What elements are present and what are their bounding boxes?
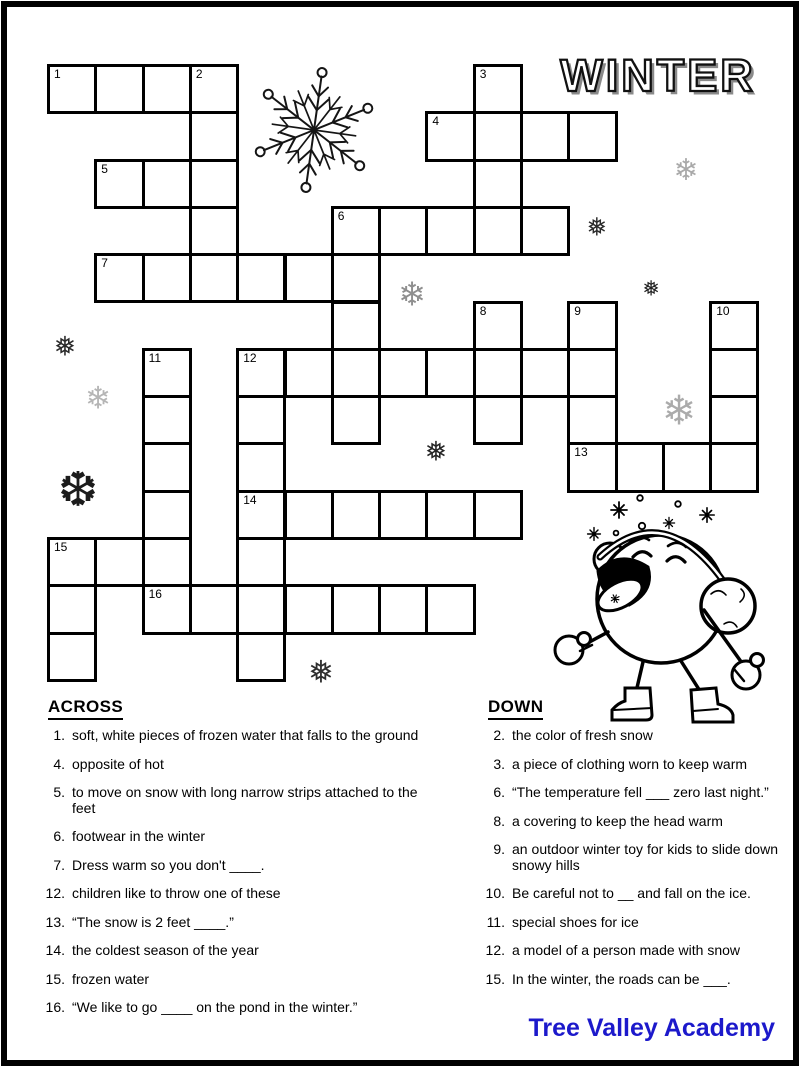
down-clue	[481, 728, 778, 744]
clue-text: special shoes for ice	[512, 913, 639, 930]
grid-cell	[567, 301, 617, 351]
clue-text: “The snow is 2 feet ____.”	[72, 913, 234, 930]
grid-cell	[189, 64, 239, 114]
clue-text: footwear in the winter	[72, 828, 206, 844]
grid-cell	[425, 584, 475, 634]
across-clue	[41, 943, 453, 959]
clue-number: 13.	[45, 913, 65, 930]
grid-cell-number: 3	[479, 67, 487, 81]
grid-cell	[615, 442, 665, 492]
clue-text: to move on snow with long narrow strips attached to the feet	[72, 784, 418, 816]
grid-cell	[567, 111, 617, 161]
clue-text: “The temperature fell ___ zero last night.”	[512, 784, 769, 800]
grid-cell	[142, 253, 192, 303]
grid-cell	[662, 442, 712, 492]
grid-cell-number: 6	[337, 208, 345, 223]
grid-cell	[284, 490, 334, 540]
grid-cell-number: 4	[432, 114, 440, 129]
across-clue	[41, 785, 453, 816]
down-header: DOWN	[488, 697, 543, 720]
grid-cell	[709, 395, 759, 445]
down-clue	[481, 757, 778, 773]
down-clue	[481, 886, 778, 902]
grid-cell	[331, 301, 381, 351]
clue-text: Be careful not to __ and fall on the ice.	[512, 885, 751, 901]
grid-cell	[236, 395, 286, 445]
grid-cell	[378, 584, 428, 634]
clue-text: soft, white pieces of frozen water that falls to the ground	[72, 727, 419, 743]
grid-cell	[473, 64, 523, 114]
snowflake-icon: ❅	[424, 436, 448, 468]
snowflake-icon: ❄	[398, 274, 426, 314]
down-clue	[481, 785, 778, 801]
down-clue-list	[481, 728, 778, 987]
grid-cell	[425, 111, 475, 161]
clue-text: Dress warm so you don't ____.	[72, 856, 265, 873]
grid-cell	[47, 632, 97, 682]
across-clue	[41, 757, 453, 773]
grid-cell	[94, 537, 144, 587]
grid-cell	[236, 584, 286, 634]
down-clue	[481, 972, 778, 988]
grid-cell-number: 8	[479, 303, 487, 318]
snowflake-icon: ❅	[308, 654, 334, 691]
grid-cell	[378, 490, 428, 540]
down-clue	[481, 842, 778, 873]
grid-cell-number: 1	[54, 67, 61, 81]
grid-cell	[142, 159, 192, 209]
down-clues-section	[481, 697, 778, 1000]
grid-cell	[331, 395, 381, 445]
clue-number: 11.	[486, 913, 505, 930]
clue-number: 12.	[485, 942, 505, 958]
grid-cell-number: 5	[101, 161, 108, 176]
grid-cell	[520, 111, 570, 161]
clue-number: 14.	[45, 942, 65, 958]
grid-cell	[473, 206, 523, 256]
clue-number: 4.	[53, 755, 65, 772]
grid-cell-number: 7	[101, 256, 108, 271]
clue-text: “We like to go ____ on the pond in the winter.”	[72, 999, 358, 1015]
large-snowflake-graphic	[250, 64, 378, 196]
grid-cell	[331, 490, 381, 540]
grid-cell	[378, 348, 428, 398]
clue-number: 2.	[493, 727, 505, 743]
grid-cell	[142, 537, 192, 587]
snowflake-icon: ❆	[57, 462, 99, 518]
across-clue	[41, 886, 453, 902]
grid-cell	[142, 442, 192, 492]
across-header: ACROSS	[48, 697, 123, 720]
grid-cell	[567, 395, 617, 445]
grid-cell	[94, 159, 144, 209]
grid-cell	[473, 301, 523, 351]
snowflake-icon: ❅	[53, 331, 77, 363]
grid-cell	[520, 348, 570, 398]
clue-text: children like to throw one of these	[72, 885, 281, 901]
clue-number: 3.	[493, 755, 505, 772]
grid-cell	[473, 395, 523, 445]
grid-cell-number: 11	[148, 350, 162, 365]
clue-number: 9.	[493, 841, 505, 857]
grid-cell	[473, 111, 523, 161]
grid-cell	[236, 442, 286, 492]
clue-number: 1.	[53, 727, 65, 743]
clue-number: 6.	[493, 784, 505, 800]
across-clue-list	[41, 728, 453, 1016]
snowflake-icon: ❄	[661, 386, 697, 435]
down-clue	[481, 814, 778, 830]
grid-cell	[284, 253, 334, 303]
snowflake-icon: ❄	[85, 380, 111, 417]
grid-cell-number: 16	[148, 587, 162, 602]
clue-number: 5.	[53, 784, 65, 800]
clue-number: 8.	[493, 812, 505, 829]
page-title: WINTER	[560, 50, 756, 101]
grid-cell	[142, 490, 192, 540]
grid-cell	[236, 348, 286, 398]
grid-cell	[142, 584, 192, 634]
grid-cell	[189, 159, 239, 209]
grid-cell-number: 10	[716, 303, 730, 318]
grid-cell	[189, 111, 239, 161]
grid-cell	[47, 584, 97, 634]
grid-cell	[189, 206, 239, 256]
grid-cell	[425, 348, 475, 398]
clue-number: 10.	[485, 885, 505, 901]
brand-footer: Tree Valley Academy	[528, 1014, 775, 1042]
grid-cell	[520, 206, 570, 256]
clue-text: opposite of hot	[72, 755, 164, 772]
snowflake-icon: ❅	[586, 212, 608, 242]
grid-cell	[378, 206, 428, 256]
grid-cell	[331, 584, 381, 634]
clue-text: a piece of clothing worn to keep warm	[512, 755, 748, 772]
clue-text: a model of a person made with snow	[512, 942, 741, 958]
grid-cell	[331, 348, 381, 398]
clue-text: the coldest season of the year	[72, 942, 259, 958]
across-clue	[41, 829, 453, 845]
clue-text: frozen water	[72, 970, 150, 987]
clue-number: 7.	[53, 856, 65, 873]
grid-cell	[47, 537, 97, 587]
clue-number: 15.	[485, 970, 505, 987]
clue-number: 12.	[45, 885, 65, 901]
grid-cell	[284, 584, 334, 634]
grid-cell	[236, 490, 286, 540]
grid-cell	[189, 253, 239, 303]
across-clue	[41, 915, 453, 931]
clue-number: 15.	[45, 970, 65, 987]
clue-text: an outdoor winter toy for kids to slide down snowy hills	[512, 841, 778, 873]
grid-cell	[567, 442, 617, 492]
grid-cell	[473, 159, 523, 209]
grid-cell	[709, 301, 759, 351]
grid-cell	[94, 253, 144, 303]
grid-cell	[142, 395, 192, 445]
grid-cell-number: 15	[54, 540, 68, 554]
grid-cell	[189, 584, 239, 634]
grid-cell	[709, 442, 759, 492]
grid-cell	[236, 632, 286, 682]
grid-cell	[709, 348, 759, 398]
across-clue	[41, 728, 453, 744]
grid-cell	[142, 348, 192, 398]
snowflake-icon: ❅	[642, 276, 660, 301]
grid-cell	[567, 348, 617, 398]
grid-cell	[94, 64, 144, 114]
across-clue	[41, 858, 453, 874]
grid-cell-number: 9	[574, 303, 581, 318]
across-clues-section	[41, 697, 453, 1029]
grid-cell	[47, 64, 97, 114]
clue-number: 6.	[53, 828, 65, 844]
across-clue	[41, 972, 453, 988]
snowflake-icon: ❄	[673, 153, 699, 188]
clue-text: the color of fresh snow	[512, 727, 653, 743]
grid-cell	[473, 490, 523, 540]
grid-cell	[236, 537, 286, 587]
down-clue	[481, 915, 778, 931]
grid-cell-number: 2	[195, 67, 203, 81]
grid-cell	[236, 253, 286, 303]
grid-cell	[331, 206, 381, 256]
grid-cell	[425, 490, 475, 540]
grid-cell-number: 12	[243, 350, 257, 365]
down-clue	[481, 943, 778, 959]
grid-cell	[473, 348, 523, 398]
grid-cell	[425, 206, 475, 256]
clue-number: 16.	[45, 999, 65, 1015]
grid-cell-number: 14	[243, 492, 257, 507]
grid-cell	[284, 348, 334, 398]
grid-cell	[331, 253, 381, 303]
grid-cell	[142, 64, 192, 114]
clue-text: In the winter, the roads can be ___.	[512, 970, 731, 987]
clue-text: a covering to keep the head warm	[512, 812, 723, 829]
grid-cell-number: 13	[574, 445, 588, 460]
